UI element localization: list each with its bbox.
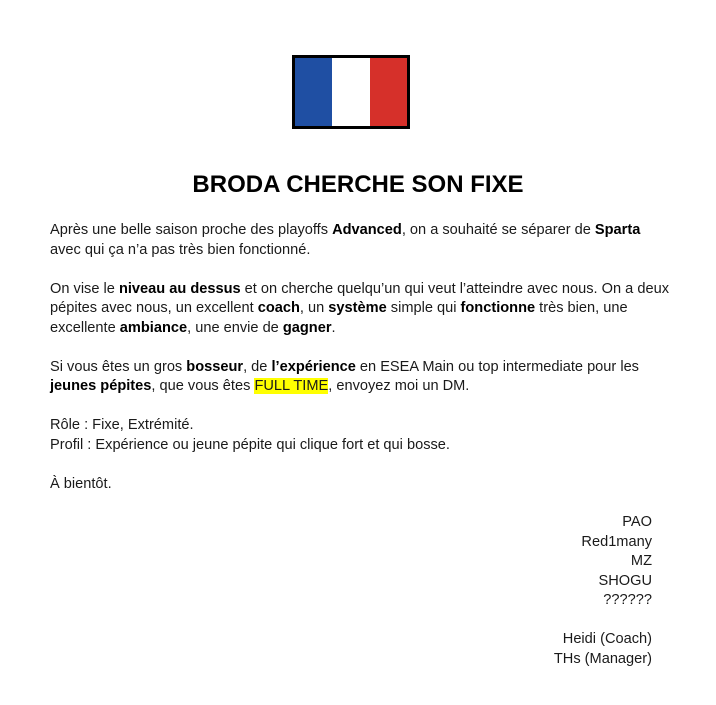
paragraph-role-profile (50, 416, 670, 455)
paragraph-goals (50, 280, 670, 339)
announcement-body (50, 221, 670, 514)
role-line: Rôle : Fixe, Extrémité. (50, 417, 194, 433)
paragraph-requirements (50, 358, 670, 397)
flag-stripe-blue (295, 58, 332, 126)
text: Après une belle saison proche des playoffs (50, 222, 333, 238)
text: , on a souhaité se séparer de (401, 222, 595, 238)
text: avec qui ça n’a pas très bien fonctionné. (50, 241, 311, 258)
text: et on cherche quelqu’un qui veut l’atteindre avec nous. On a deux pépites avec nous, un excellent (50, 280, 669, 316)
france-flag-icon (292, 55, 410, 129)
bold-niveau: niveau au dessus (118, 280, 241, 297)
text: , que vous êtes (151, 378, 255, 394)
text: , de (243, 358, 272, 375)
text: très bien, une excellente (50, 300, 628, 336)
text: On vise le (50, 280, 119, 297)
bold-fonctionne: fonctionne (460, 300, 536, 316)
text: . (331, 319, 336, 336)
flag-stripe-white (332, 58, 369, 126)
roster-player: MZ (630, 553, 652, 569)
text: en ESEA Main ou top intermediate pour les (355, 358, 639, 375)
signature-block (554, 513, 652, 669)
page-title: BRODA CHERCHE SON FIXE (192, 171, 524, 198)
text: Si vous êtes un gros (50, 358, 187, 375)
bold-gagner: gagner (282, 319, 332, 336)
roster-player: Red1many (581, 533, 652, 550)
paragraph-intro (50, 221, 670, 260)
roster-player: SHOGU (598, 572, 652, 589)
bold-coach: coach (257, 300, 300, 316)
text: simple qui (386, 300, 461, 316)
profile-line: Profil : Expérience ou jeune pépite qui clique fort et qui bosse. (50, 436, 450, 453)
bold-sparta: Sparta (594, 222, 641, 238)
bold-ambiance: ambiance (119, 319, 188, 336)
highlight-full-time: FULL TIME (254, 378, 329, 394)
roster-player: PAO (622, 514, 652, 530)
text: , une envie de (187, 319, 283, 336)
bold-systeme: système (328, 300, 387, 316)
bold-jeunes-pepites: jeunes pépites (50, 378, 152, 394)
bold-experience: l’expérience (271, 358, 356, 375)
bold-advanced: Advanced (332, 222, 402, 238)
text: , envoyez moi un DM. (328, 378, 470, 394)
roster-player: ?????? (603, 592, 652, 608)
paragraph-closing: À bientôt. (50, 475, 112, 492)
flag-stripe-red (370, 58, 407, 126)
staff-member: THs (Manager) (553, 650, 652, 667)
text: , un (299, 300, 329, 316)
bold-bosseur: bosseur (186, 358, 244, 375)
staff-member: Heidi (Coach) (562, 631, 652, 647)
spacer (554, 611, 652, 631)
